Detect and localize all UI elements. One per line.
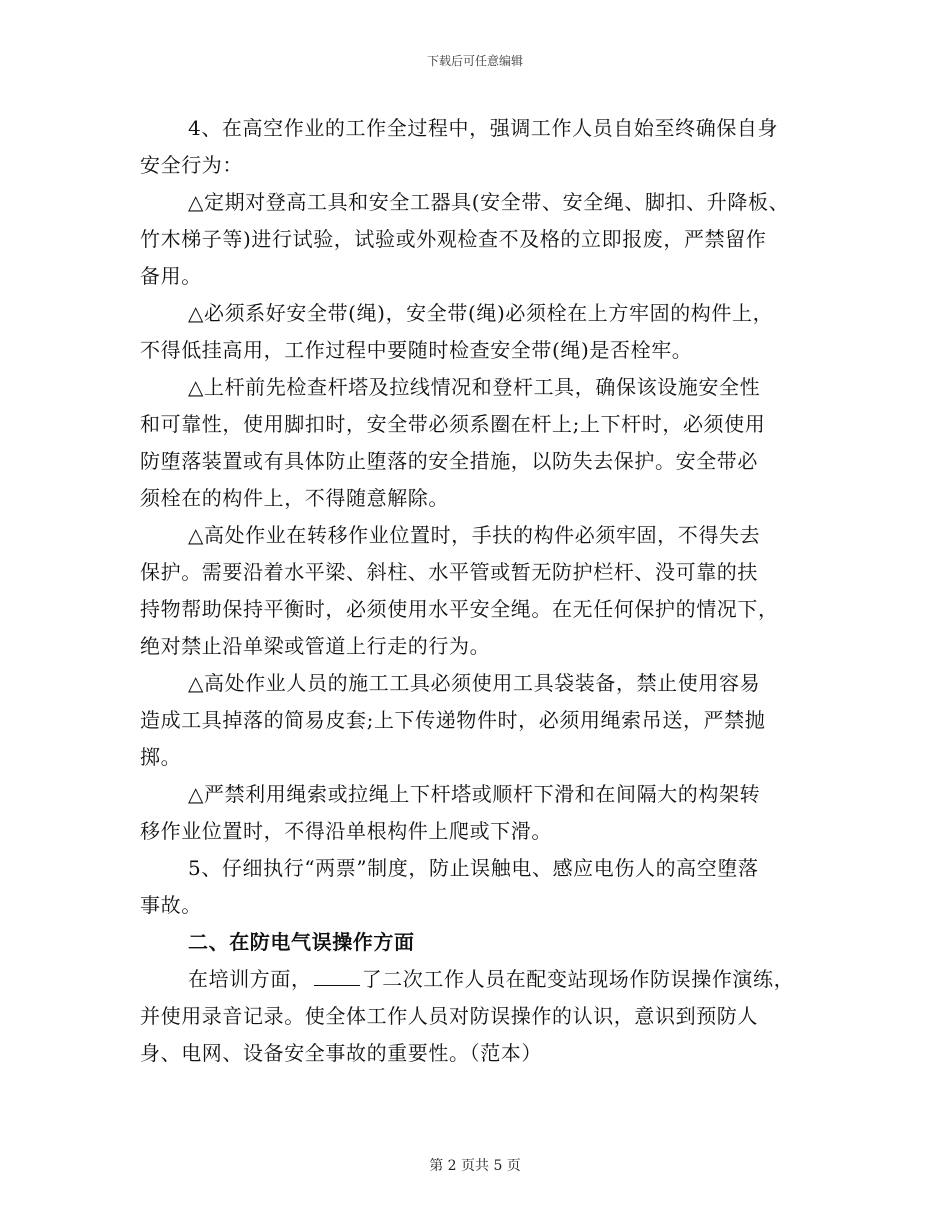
section-heading: 二、在防电气误操作方面 <box>188 930 415 954</box>
paragraph-line: 掷。 <box>140 745 182 769</box>
page-footer: 第 2 页共 5 页 <box>429 1158 521 1174</box>
blank-underline <box>314 963 360 986</box>
paragraph-line: 安全行为： <box>140 153 243 177</box>
paragraph-line: 持物帮助保持平衡时，必须使用水平安全绳。在无任何保护的情况下， <box>140 597 779 621</box>
line-segment: 在培训方面， <box>188 967 312 991</box>
paragraph-line: 绝对禁止沿单梁或管道上行走的行为。 <box>140 634 491 658</box>
paragraph-line: 5、仔细执行“两票”制度，防止误触电、感应电伤人的高空堕落 <box>188 856 759 880</box>
paragraph-line: 不得低挂高用，工作过程中要随时检查安全带(绳)是否栓牢。 <box>140 338 693 362</box>
paragraph-line: △上杆前先检查杆塔及拉线情况和登杆工具，确保该设施安全性 <box>188 375 761 399</box>
paragraph-line: 身、电网、设备安全事故的重要性。（范本） <box>140 1041 542 1065</box>
page-header: 下载后可任意编辑 <box>426 54 523 68</box>
paragraph-line: △严禁利用绳索或拉绳上下杆塔或顺杆下滑和在间隔大的构架转 <box>188 782 761 806</box>
document-body <box>140 110 820 1072</box>
paragraph-line: △定期对登高工具和安全工器具(安全带、安全绳、脚扣、升降板、 <box>188 190 790 214</box>
paragraph-line: 事故。 <box>140 893 202 917</box>
paragraph-line: 竹木梯子等)进行试验，试验或外观检查不及格的立即报废，严禁留作 <box>140 227 767 251</box>
paragraph-line: 保护。需要沿着水平梁、斜柱、水平管或暂无防护栏杆、没可靠的扶 <box>140 560 758 584</box>
line-segment: 了二次工作人员在配变站现场作防误操作演练， <box>361 967 795 991</box>
paragraph-line: 备用。 <box>140 264 202 288</box>
paragraph-line: △高处作业在转移作业位置时，手扶的构件必须牢固，不得失去 <box>188 523 761 547</box>
paragraph-line <box>140 961 820 998</box>
paragraph-line: 防堕落装置或有具体防止堕落的安全措施，以防失去保护。安全带必 <box>140 449 758 473</box>
paragraph-line: 须栓在的构件上，不得随意解除。 <box>140 486 449 510</box>
paragraph-line: △高处作业人员的施工工具必须使用工具袋装备，禁止使用容易 <box>188 671 761 695</box>
paragraph-line: 造成工具掉落的简易皮套;上下传递物件时，必须用绳索吊送，严禁抛 <box>140 708 766 732</box>
paragraph-line: 和可靠性，使用脚扣时，安全带必须系圈在杆上;上下杆时，必须使用 <box>140 412 766 436</box>
paragraph-line: 移作业位置时，不得沿单根构件上爬或下滑。 <box>140 819 552 843</box>
paragraph-line: △必须系好安全带(绳)，安全带(绳)必须栓在上方牢固的构件上， <box>188 301 774 325</box>
paragraph-line: 4、在高空作业的工作全过程中，强调工作人员自始至终确保自身 <box>188 116 779 140</box>
paragraph-line: 并使用录音记录。使全体工作人员对防误操作的认识，意识到预防人 <box>140 1004 758 1028</box>
